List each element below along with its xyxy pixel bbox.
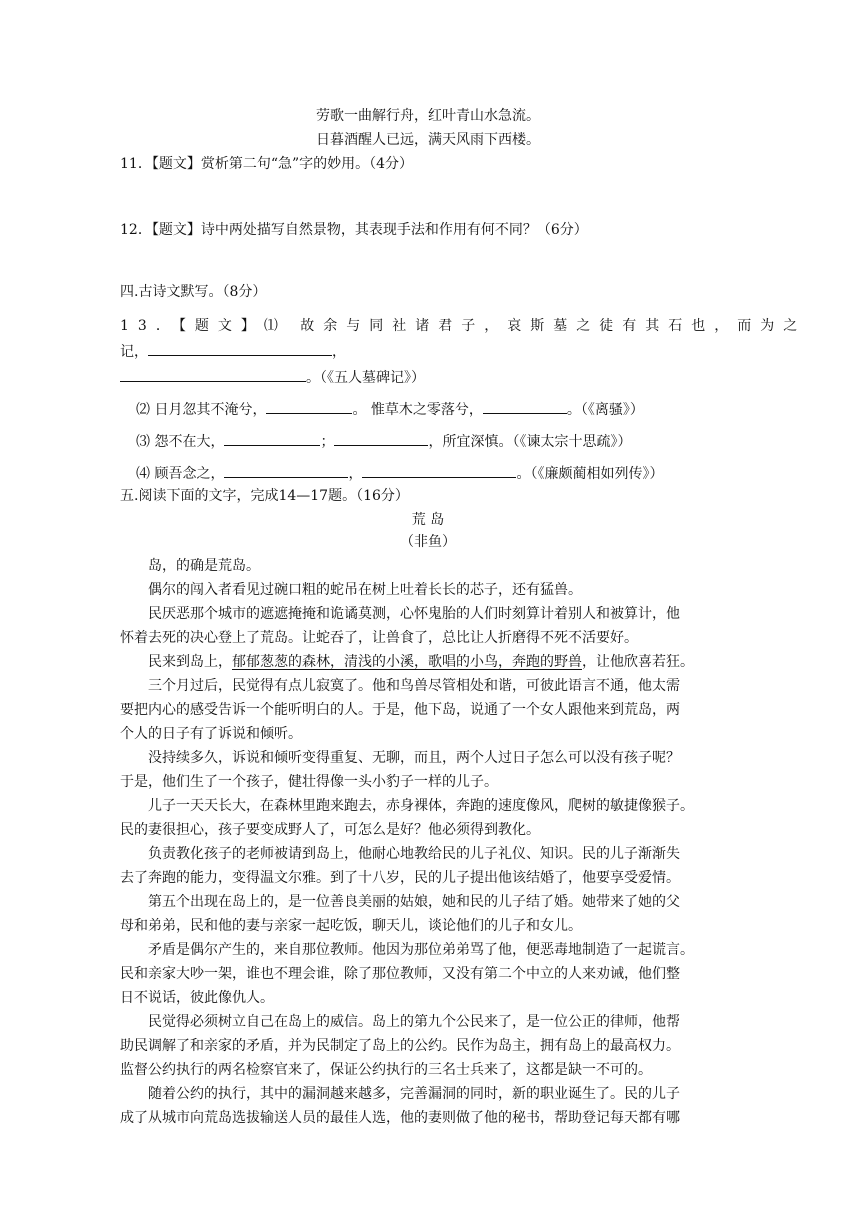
paragraph-10-line: 民和亲家大吵一架，谁也不理会谁，除了那位教师，又没有第二个中立的人来劝诫，他们整 (120, 966, 680, 982)
question-13-text: 13．【题文】⑴ 故余与同社诸君子，哀斯墓之徒有其石也，而为之 (120, 318, 807, 334)
paragraph-5-line: 个人的日子有了诉说和倾听。 (120, 726, 302, 742)
paragraph-9-line: 第五个出现在岛上的，是一位善良美丽的姑娘，她和民的儿子结了婚。她带来了她的父 (148, 894, 680, 910)
answer-blank[interactable] (362, 462, 516, 478)
question-11: 11．【题文】赏析第二句“急”字的妙用。（4分） (120, 156, 414, 172)
item3-prefix: ⑶ 怨不在大， (136, 434, 225, 450)
paragraph-10-line: 矛盾是偶尔产生的，来自那位教师。他因为那位弟弟骂了他，便恶毒地制造了一起谎言。 (148, 942, 694, 958)
item2-prefix: ⑵ 日月忽其不淹兮， (136, 402, 267, 418)
story-title: 荒 岛 (411, 512, 445, 528)
underlined-phrase: 郁郁葱葱的森林，清浅的小溪，歌唱的小鸟，奔跑的野兽 (232, 654, 582, 670)
question-13-line-3 (120, 366, 736, 388)
poem-line-1: 劳歌一曲解行舟，红叶青山水急流。 (316, 108, 540, 124)
question-13-line-1 (120, 316, 807, 336)
question-12: 12．【题文】诗中两处描写自然景物，其表现手法和作用有何不同？（6分） (120, 222, 588, 238)
paragraph-6-line: 没持续多久，诉说和倾听变得重复、无聊，而且，两个人过日子怎么可以没有孩子呢？ (148, 750, 680, 766)
item3-mid: ； (320, 434, 335, 450)
section-5-heading: 五.阅读下面的文字，完成14—17题。（16分） (120, 488, 409, 504)
paragraph-11-line: 助民调解了和亲家的矛盾，并为民制定了岛上的公约。民作为岛主，拥有岛上的最高权力。 (120, 1038, 680, 1054)
item4-mid: ， (348, 466, 363, 482)
paragraph-5-line: 要把内心的感受告诉一个能听明白的人。于是，他下岛，说通了一个女人跟他来到荒岛，两 (120, 702, 680, 718)
q13-prefix: 记， (120, 344, 148, 360)
paragraph-12-line: 随着公约的执行，其中的漏洞越来越多，完善漏洞的同时，新的职业诞生了。民的儿子 (148, 1086, 680, 1102)
answer-blank[interactable] (224, 462, 348, 478)
question-13-line-2 (120, 340, 736, 362)
item3-source: ，所宜深慎。（《谏太宗十思疏》） (428, 434, 632, 450)
q13-sep: ， (332, 344, 346, 360)
p4-pre: 民来到岛上， (148, 654, 232, 670)
paragraph-4 (148, 652, 736, 672)
item2-mid: 。 惟草木之零落兮， (352, 402, 483, 418)
paragraph-10-line: 日不说话，彼此像仇人。 (120, 990, 274, 1006)
paragraph-8-line: 负责教化孩子的老师被请到岛上，他耐心地教给民的儿子礼仪、知识。民的儿子渐渐失 (148, 846, 680, 862)
paragraph-7-line: 民的妻很担心，孩子要变成野人了，可怎么是好？他必须得到教化。 (120, 822, 540, 838)
paragraph-5-line: 三个月过后，民觉得有点儿寂寞了。他和鸟兽尽管相处和谐，可彼此语言不通，他太需 (148, 678, 680, 694)
item4-source: 。（《廉颇蔺相如列传》） (516, 466, 664, 482)
paragraph-9-line: 母和弟弟，民和他的妻与亲家一起吃饭，聊天儿，谈论他们的儿子和女儿。 (120, 918, 582, 934)
paragraph-12-line: 成了从城市向荒岛选拔输送人员的最佳人选，他的妻则做了他的秘书，帮助登记每天都有哪 (120, 1110, 680, 1126)
story-author: （非鱼） (400, 534, 456, 550)
paragraph-11-line: 民觉得必须树立自己在岛上的威信。岛上的第九个公民来了，是一位公正的律师，他帮 (148, 1014, 680, 1030)
question-13-item-3 (136, 430, 752, 452)
paragraph-7-line: 儿子一天天长大，在森林里跑来跑去，赤身裸体，奔跑的速度像风，爬树的敏捷像猴子。 (148, 798, 694, 814)
answer-blank[interactable] (334, 430, 428, 446)
answer-blank[interactable] (148, 340, 332, 356)
answer-blank[interactable] (224, 430, 320, 446)
answer-blank[interactable] (483, 398, 567, 414)
paragraph-3-line: 民厌恶那个城市的遮遮掩掩和诡谲莫测，心怀鬼胎的人们时刻算计着别人和被算计，他 (148, 606, 680, 622)
paragraph-8-line: 去了奔跑的能力，变得温文尔雅。到了十八岁，民的儿子提出他该结婚了，他要享受爱情。 (120, 870, 680, 886)
question-13-item-4 (136, 462, 752, 484)
paragraph-1: 岛，的确是荒岛。 (148, 558, 260, 574)
answer-blank[interactable] (266, 398, 352, 414)
item4-prefix: ⑷ 顾吾念之， (136, 466, 225, 482)
p4-post: ，让他欣喜若狂。 (582, 654, 694, 670)
paragraph-2: 偶尔的闯入者看见过碗口粗的蛇吊在树上吐着长长的芯子，还有猛兽。 (148, 582, 582, 598)
answer-blank[interactable] (120, 366, 306, 382)
q13-source: 。（《五人墓碑记》） (306, 370, 425, 386)
paragraph-6-line: 于是，他们生了一个孩子，健壮得像一头小豹子一样的儿子。 (120, 774, 498, 790)
paragraph-3-line: 怀着去死的决心登上了荒岛。让蛇吞了，让兽食了，总比让人折磨得不死不活要好。 (120, 630, 638, 646)
poem-line-2: 日暮酒醒人已远，满天风雨下西楼。 (316, 132, 540, 148)
section-4-heading: 四.古诗文默写。（8分） (120, 284, 267, 300)
paragraph-11-line: 监督公约执行的两名检察官来了，保证公约执行的三名士兵来了，这都是缺一不可的。 (120, 1062, 652, 1078)
item2-source: 。（《离骚》） (566, 402, 644, 418)
question-13-item-2 (136, 398, 752, 420)
